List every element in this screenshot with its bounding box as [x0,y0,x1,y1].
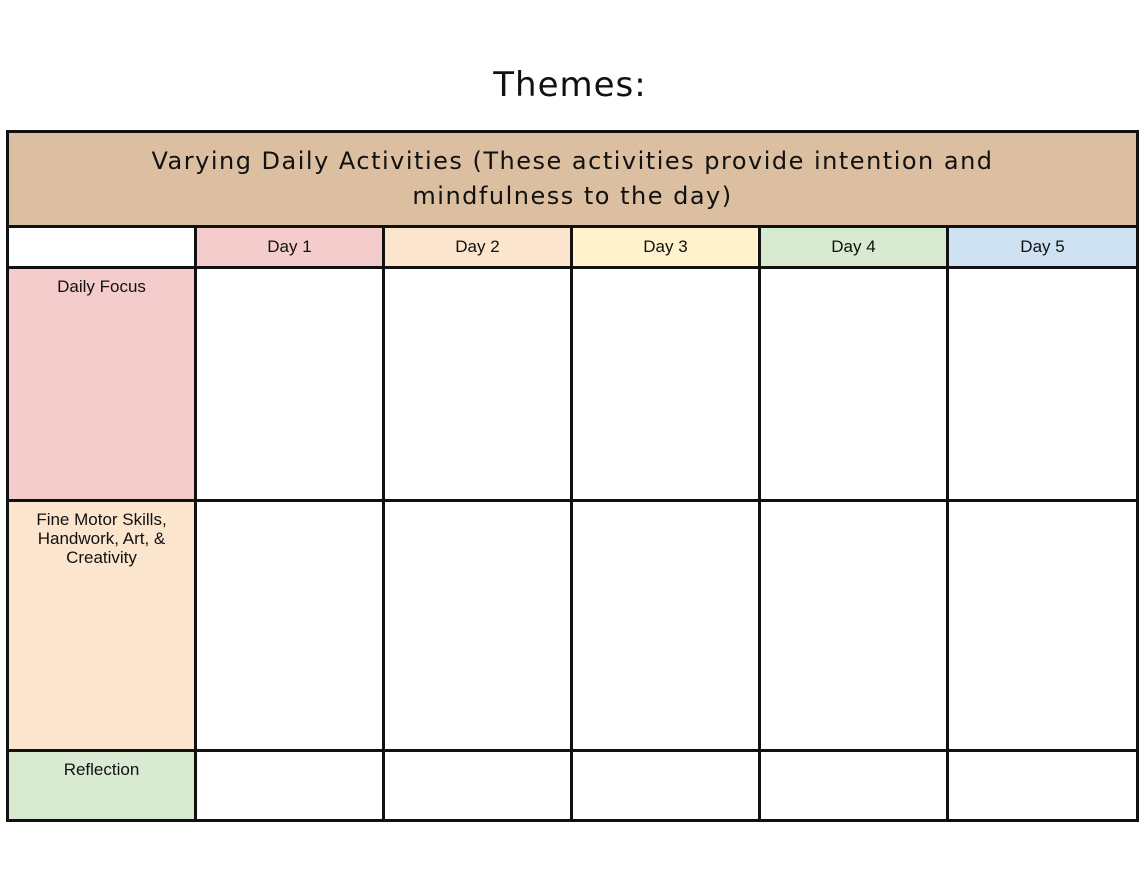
reflection-day-4-cell[interactable] [760,751,948,821]
page-title: Themes: [493,65,647,105]
fine-motor-row [8,501,1138,751]
day-5-header: Day 5 [948,227,1138,268]
activities-banner [8,132,1138,227]
day-header-row [8,227,1138,268]
reflection-day-1-cell[interactable] [196,751,384,821]
fine-motor-label [8,501,196,751]
reflection-label [8,751,196,821]
day-4-header: Day 4 [760,227,948,268]
daily-focus-day-2-cell[interactable] [384,268,572,501]
fine-motor-label-line-2: Handwork, Art, & [37,529,166,548]
reflection-day-5-cell[interactable] [948,751,1138,821]
fine-motor-day-2-cell[interactable] [384,501,572,751]
activity-planner-table [6,130,1139,822]
daily-focus-row [8,268,1138,501]
day-1-header: Day 1 [196,227,384,268]
corner-cell [8,227,196,268]
day-2-header: Day 2 [384,227,572,268]
daily-focus-day-1-cell[interactable] [196,268,384,501]
reflection-day-2-cell[interactable] [384,751,572,821]
fine-motor-day-3-cell[interactable] [572,501,760,751]
reflection-row [8,751,1138,821]
fine-motor-day-4-cell[interactable] [760,501,948,751]
daily-focus-day-4-cell[interactable] [760,268,948,501]
daily-focus-day-5-cell[interactable] [948,268,1138,501]
banner-line-1: Varying Daily Activities (These activities provide intention and [151,147,994,175]
fine-motor-day-5-cell[interactable] [948,501,1138,751]
fine-motor-day-1-cell[interactable] [196,501,384,751]
reflection-day-3-cell[interactable] [572,751,760,821]
day-3-header: Day 3 [572,227,760,268]
banner-line-2: mindfulness to the day) [412,182,733,210]
reflection-label-text: Reflection [63,760,140,779]
daily-focus-day-3-cell[interactable] [572,268,760,501]
fine-motor-label-line-1: Fine Motor Skills, [36,510,167,529]
daily-focus-label-text: Daily Focus [57,277,146,296]
fine-motor-label-line-3: Creativity [66,548,137,567]
daily-focus-label [8,268,196,501]
banner-row [8,132,1138,227]
